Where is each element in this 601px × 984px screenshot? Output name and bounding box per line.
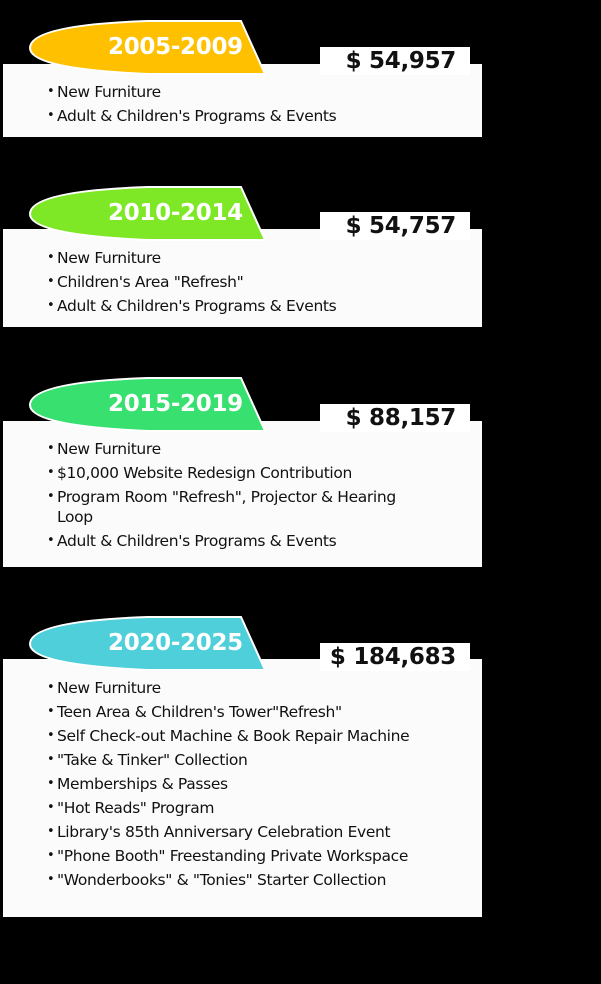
period-items-list: [47, 678, 437, 894]
bullet-icon: •: [47, 274, 55, 289]
bullet-icon: •: [47, 752, 55, 767]
list-item: • "Wonderbooks" & "Tonies" Starter Collection: [47, 871, 387, 889]
bullet-icon: •: [47, 533, 55, 548]
bullet-icon: •: [47, 776, 55, 791]
bullet-icon: •: [47, 800, 55, 815]
list-item: • New Furniture: [47, 440, 161, 458]
bullet-icon: •: [47, 250, 55, 265]
bullet-icon: •: [47, 108, 55, 123]
period-items-list: [47, 248, 437, 320]
period-ribbon: [28, 376, 268, 432]
bullet-icon: •: [47, 465, 55, 480]
period-years-label: 2005-2009: [108, 34, 243, 60]
period-ribbon: [28, 615, 268, 671]
list-item: • $10,000 Website Redesign Contribution: [47, 464, 352, 482]
list-item: • Memberships & Passes: [47, 775, 228, 793]
period-amount: $ 88,157: [320, 404, 470, 432]
list-item: • New Furniture: [47, 679, 161, 697]
period-ribbon: [28, 185, 268, 241]
bullet-icon: •: [47, 872, 55, 887]
list-item: • Adult & Children's Programs & Events: [47, 532, 337, 550]
list-item: • Library's 85th Anniversary Celebration Event: [47, 823, 391, 841]
list-item: • New Furniture: [47, 83, 161, 101]
bullet-icon: •: [47, 848, 55, 863]
bullet-icon: •: [47, 298, 55, 313]
list-item: • "Phone Booth" Freestanding Private Workspace: [47, 847, 409, 865]
period-amount: $ 54,757: [320, 212, 470, 240]
list-item: • Program Room "Refresh", Projector & Hearing Loop: [47, 488, 396, 526]
list-item: • New Furniture: [47, 249, 161, 267]
period-ribbon: [28, 19, 268, 75]
list-item: • "Take & Tinker" Collection: [47, 751, 248, 769]
list-item: • Adult & Children's Programs & Events: [47, 297, 337, 315]
period-items-list: [47, 82, 437, 130]
period-years-label: 2010-2014: [108, 200, 243, 226]
period-amount: $ 54,957: [320, 47, 470, 75]
bullet-icon: •: [47, 824, 55, 839]
list-item: • "Hot Reads" Program: [47, 799, 215, 817]
period-years-label: 2020-2025: [108, 630, 243, 656]
bullet-icon: •: [47, 84, 55, 99]
bullet-icon: •: [47, 728, 55, 743]
list-item: • Adult & Children's Programs & Events: [47, 107, 337, 125]
period-amount: $ 184,683: [320, 643, 470, 671]
list-item: • Self Check-out Machine & Book Repair Machine: [47, 727, 410, 745]
period-years-label: 2015-2019: [108, 391, 243, 417]
bullet-icon: •: [47, 489, 55, 504]
bullet-icon: •: [47, 680, 55, 695]
list-item: • Children's Area "Refresh": [47, 273, 244, 291]
list-item: • Teen Area & Children's Tower"Refresh": [47, 703, 342, 721]
period-items-list: [47, 439, 437, 555]
bullet-icon: •: [47, 441, 55, 456]
bullet-icon: •: [47, 704, 55, 719]
